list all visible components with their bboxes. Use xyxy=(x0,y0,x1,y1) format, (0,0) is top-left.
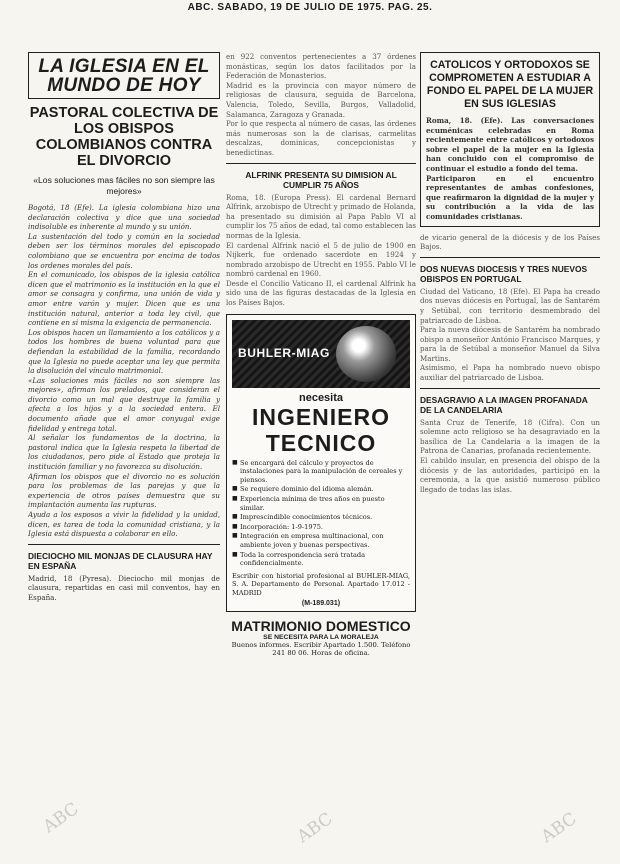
ad-reference: (M-189.031) xyxy=(301,599,341,607)
column-left xyxy=(28,52,220,852)
lead-paragraph: La sustentación del todo y común en la sociedad deben ser los términos morales del episcopado colombiano que se encuentra por encima de todos los ordenes morales del país. xyxy=(28,231,220,270)
alfrink-paragraph: Desde el Concilio Vaticano II, el cardenal Alfrink ha sido una de las figuras destacadas de la Iglesia en los Países Bajos. xyxy=(226,278,416,308)
lead-paragraph: Los obispos hacen un llamamiento a los católicos y a todos los hombres de buena voluntad para que defiendan la estabilidad de la familia, recordando que la Iglesia no puede aceptar una ley que permita la disolución del vínculo matrimonial. xyxy=(28,327,220,376)
classified-title: MATRIMONIO DOMESTICO xyxy=(231,617,411,634)
carryover-paragraph: de vicario general de la diócesis y de los Países Bajos. xyxy=(420,232,600,252)
rubric-line-2: MUNDO DE HOY xyxy=(47,75,201,96)
canaria-headline: DESAGRAVIO A LA IMAGEN PROFANADA DE LA CANDELARIA xyxy=(420,394,588,415)
column-rule xyxy=(420,257,600,258)
alfrink-paragraph: El cardenal Alfrink nació el 5 de julio de 1900 en Nijkerk, fue ordenado sacerdote en 1924 y nombrado arzobispo de Utrecht en 1955. Pablo VI le nombró cardenal en 1960. xyxy=(226,240,416,279)
nuns-paragraph: Madrid, 18 (Pyresa). Dieciocho mil monjas de clausura, repartidas en casi mil conventos, hay en España. xyxy=(28,573,220,602)
portugal-paragraph: Ciudad del Vaticano, 18 (Efe). El Papa ha creado dos nuevas diócesis en Portugal, las de Santarém y Setúbal, con territorio desmembrado del patriarcado de Lisboa. xyxy=(420,286,600,325)
column-rule xyxy=(28,544,220,545)
portugal-headline: DOS NUEVAS DIOCESIS Y TRES NUEVOS OBISPOS EN PORTUGAL xyxy=(420,263,588,284)
section-rubric xyxy=(28,52,220,99)
ad-requirement: ■ Incorporación: 1-9-1975. xyxy=(232,523,410,532)
lead-paragraph: Ayuda a los esposos a vivir la fidelidad y la unidad, dicen, es tarea de toda la comunidad cristiana, y la Iglesia está dispuesta a colaborar en ello. xyxy=(28,510,220,539)
ad-requirement: ■ Toda la correspondencia será tratada confidencialmente. xyxy=(232,551,410,568)
abc-watermark: ABC xyxy=(293,808,337,848)
column-rule xyxy=(420,388,600,389)
ad-needs: necesita xyxy=(298,391,344,404)
ad-brand: BUHLER-MIAG xyxy=(238,345,330,360)
job-advertisement xyxy=(226,314,416,612)
catholic-paragraph: Roma, 18. (Efe). Las conversaciones ecuménicas celebradas en Roma recientemente entre católicos y ortodoxos sobre el papel de la mujer en la Iglesia han concluido con el compromiso de continuar el estudio a fondo del tema. xyxy=(426,116,594,173)
canaria-paragraph: El cabildo insular, en presencia del obispo de la diócesis y de las autoridades, participó en la ceremonia, a la que asistió numeroso público llegado de todas las islas. xyxy=(420,456,600,494)
lead-paragraph: Bogotá, 18 (Efe). La iglesia colombiana hizo una declaración colectiva y dice que una sociedad indisoluble es inherente al mundo y su unión. xyxy=(28,203,220,232)
ad-requirement: ■ Experiencia mínima de tres años en puesto similar. xyxy=(232,495,410,512)
convents-paragraph: en 922 conventos pertenecientes a 37 órdenes monásticas, según los datos facilitados por la Federación de Monasterios. xyxy=(226,52,416,81)
portugal-paragraph: Para la nueva diócesis de Santarém ha nombrado obispo a monseñor António Francisco Marques, y para la de Setúbal a monseñor Manuel da Silva Martins. xyxy=(420,325,600,363)
catholic-headline: CATOLICOS Y ORTODOXOS SE COMPROMETEN A ESTUDIAR A FONDO EL PAPEL DE LA MUJER EN SUS IGLESIAS xyxy=(426,59,594,110)
classified-matrimonio xyxy=(226,618,416,659)
classified-subtitle: SE NECESITA PARA LA MORALEJA xyxy=(263,633,379,641)
lead-paragraph: Afirman los obispos que el divorcio no es solución para los problemas de las parejas y que la experiencia de otros países demuestra que su implantación aumenta las rupturas. xyxy=(28,471,220,510)
alfrink-paragraph: Roma, 18. (Europa Press). El cardenal Bernard Alfrink, arzobispo de Utrecht y primado de Holanda, ha presentado su dimisión al Papa Pablo VI al cumplir los 75 años de edad, tal como establecen las normas de la Iglesia. xyxy=(226,192,416,240)
abc-watermark: ABC xyxy=(537,808,581,848)
ad-title-line-1: INGENIERO xyxy=(251,403,391,430)
catholic-box xyxy=(420,52,600,227)
column-right xyxy=(420,52,600,852)
lead-headline: PASTORAL COLECTIVA DE LOS OBISPOS COLOMBIANOS CONTRA EL DIVORCIO xyxy=(29,105,219,169)
lead-deck: «Los soluciones mas fáciles no son siempre las mejores» xyxy=(33,175,215,196)
ad-contact-note: Escribir con historial profesional al BUHLER-MIAG, S. A. Departamento de Personal. Apartado 17.012 - MADRID xyxy=(232,571,410,597)
nuns-headline: DIECIOCHO MIL MONJAS DE CLAUSURA HAY EN ESPAÑA xyxy=(28,550,213,571)
portugal-paragraph: Asimismo, el Papa ha nombrado nuevo obispo auxiliar del patriarcado de Lisboa. xyxy=(420,363,600,383)
lead-paragraph: Al señalar los fundamentos de la doctrina, la pastoral indica que la Iglesia respeta la libertad de los ciudadanos, pero pide al Estado que proteja la institución familiar y no favorezca su disolución. xyxy=(28,433,220,472)
lead-paragraph: «Las soluciones más fáciles no son siempre las mejores», afirman los prelados, que consideran el divorcio como un mal que destruye la familia y afecta a los hijos y a la sociedad entera. El documento añade que el amor conyugal exige fidelidad y entrega total. xyxy=(28,375,220,433)
alfrink-headline: ALFRINK PRESENTA SU DIMISION AL CUMPLIR 75 AÑOS xyxy=(245,169,397,190)
rubric-line-1: LA IGLESIA EN EL xyxy=(38,56,210,77)
convents-paragraph: Por lo que respecta al número de casas, las órdenes más numerosas son la de clarisas, carmelitas descalzas, dominicas, concepcionistas y benedictinas. xyxy=(226,119,416,157)
ad-sphere-graphic xyxy=(336,326,396,382)
ad-requirement: ■ Se requiere dominio del idioma alemán. xyxy=(232,485,410,494)
ad-banner-image xyxy=(232,320,410,388)
ad-requirement: ■ Integración en empresa multinacional, con ambiente joven y buenas perspectivas. xyxy=(232,532,410,549)
ad-title-line-2: TECNICO xyxy=(265,429,377,456)
page-header: ABC. SABADO, 19 DE JULIO DE 1975. PAG. 25. xyxy=(187,2,433,13)
lead-paragraph: En el comunicado, los obispos de la iglesia católica dicen que el matrimonio es la institución en la que el amor se consagra y confirma, una unión de vida y amor entre varón y mujer. Dicen que es una institución natural, anterior a toda ley civil, que contiene en si misma la exigencia de permanencia. xyxy=(28,270,220,328)
ad-requirement: ■ Se encargará del cálculo y proyectos de instalaciones para la manipulación de cereales y piensos. xyxy=(232,459,410,485)
ad-requirement: ■ Imprescindible conocimientos técnicos. xyxy=(232,513,410,522)
classified-body: Buenos informes. Escribir Apartado 1.500. Teléfono 241 80 06. Horas de oficina. xyxy=(231,640,411,658)
catholic-paragraph: Participaron en el encuentro representantes de ambas confesiones, que reafirmaron la dignidad de la mujer y su contribución a la vida de las comunidades cristianas. xyxy=(426,173,594,221)
column-rule xyxy=(226,163,416,164)
abc-watermark: ABC xyxy=(39,798,83,838)
canaria-paragraph: Santa Cruz de Tenerife, 18 (Cifra). Con un solemne acto religioso se ha desagraviado en la basílica de La Candelaria a la imagen de la Patrona de Canarias, profanada recientemente. xyxy=(420,417,600,456)
convents-paragraph: Madrid es la provincia con mayor número de religiosas de clausura, seguida de Barcelona, Valencia, Toledo, Sevilla, Burgos, Valladolid, Salamanca, Zaragoza y Granada. xyxy=(226,80,416,119)
column-middle xyxy=(226,52,416,852)
ad-requirements-list xyxy=(232,459,410,568)
